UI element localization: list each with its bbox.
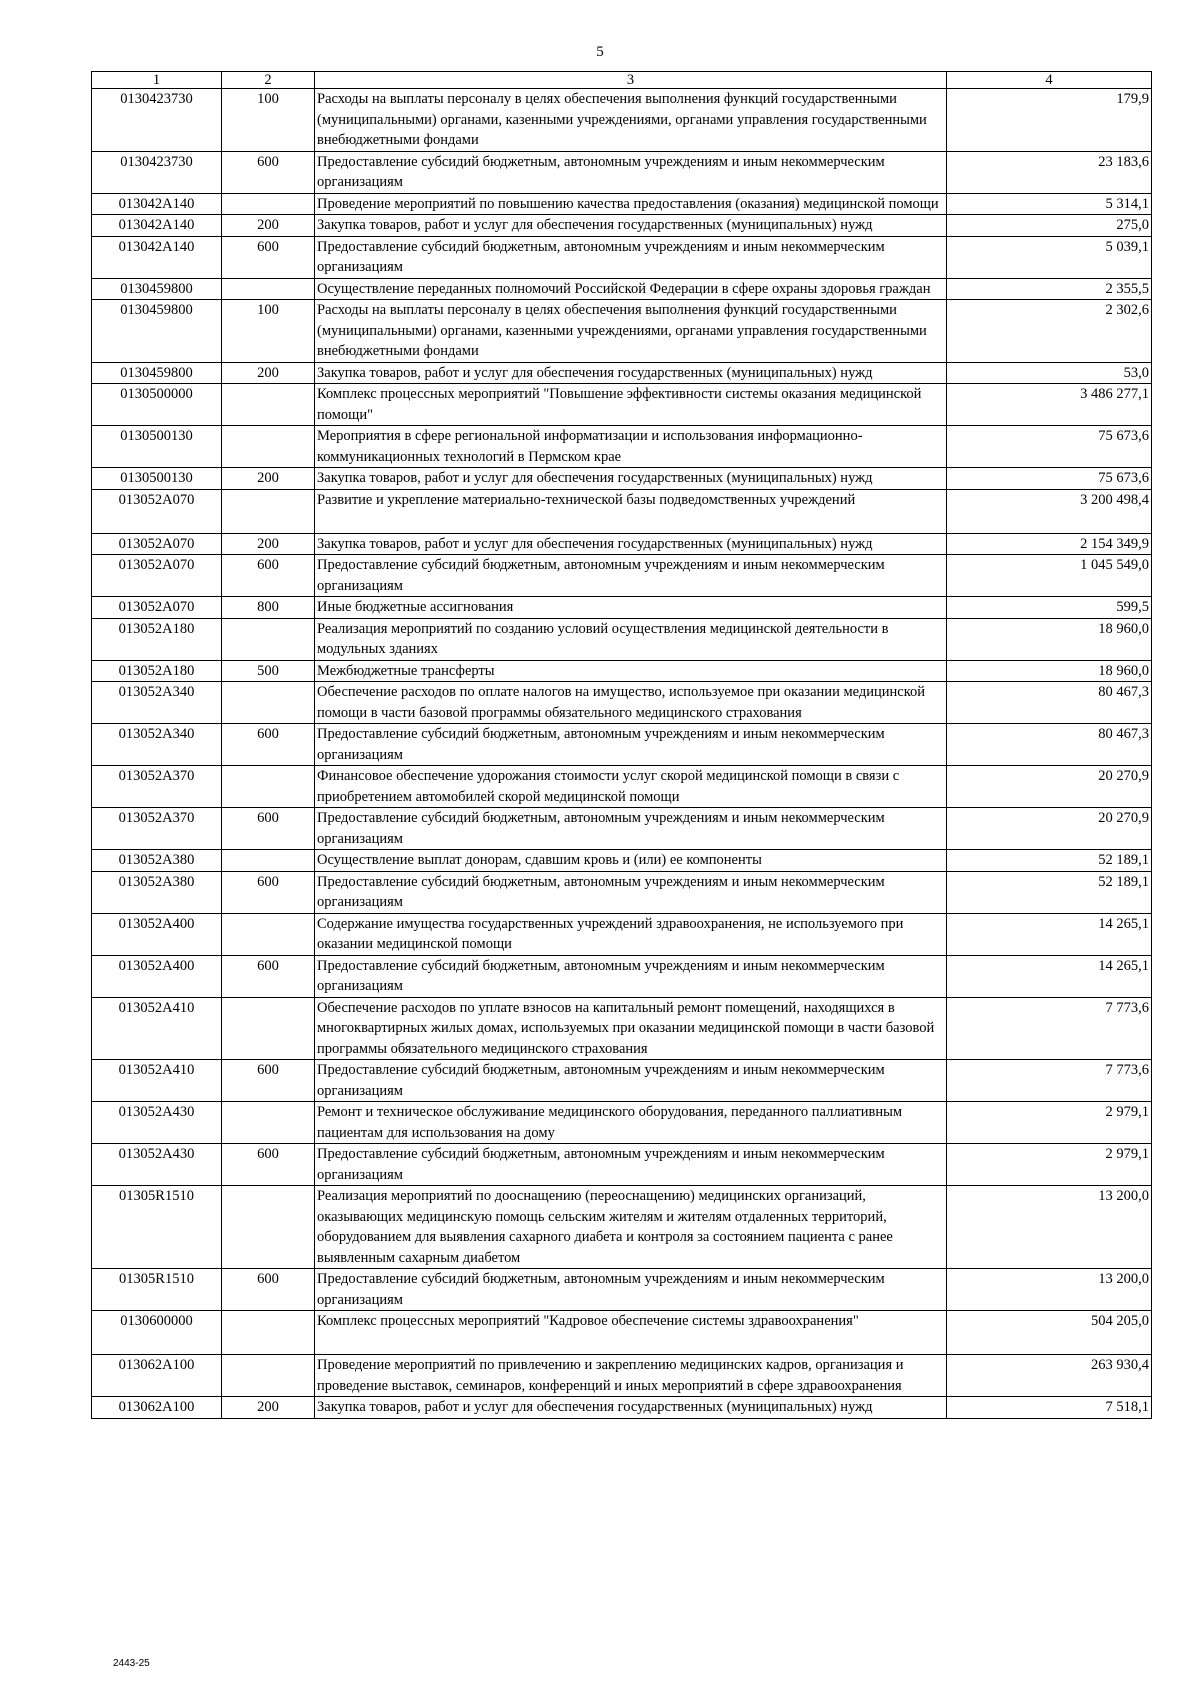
row-name-cell: Комплекс процессных мероприятий "Кадровое обеспечение системы здравоохранения" xyxy=(315,1311,947,1355)
row-amount-cell: 3 486 277,1 xyxy=(947,384,1152,426)
row-amount-cell: 14 265,1 xyxy=(947,955,1152,997)
row-expense-type-cell xyxy=(222,997,315,1060)
row-amount-cell: 2 154 349,9 xyxy=(947,533,1152,555)
table-row xyxy=(92,384,1152,426)
table-row xyxy=(92,151,1152,193)
row-code-cell: 0130459800 xyxy=(92,300,222,363)
row-expense-type-cell xyxy=(222,1311,315,1355)
row-name-cell: Закупка товаров, работ и услуг для обеспечения государственных (муниципальных) нужд xyxy=(315,468,947,490)
table-row xyxy=(92,660,1152,682)
row-expense-type-cell: 200 xyxy=(222,215,315,237)
row-amount-cell: 275,0 xyxy=(947,215,1152,237)
row-code-cell: 013052А380 xyxy=(92,850,222,872)
row-name-cell: Предоставление субсидий бюджетным, автономным учреждениям и иным некоммерческим организациям xyxy=(315,808,947,850)
row-code-cell: 0130423730 xyxy=(92,151,222,193)
row-code-cell: 013052А400 xyxy=(92,913,222,955)
row-name-cell: Иные бюджетные ассигнования xyxy=(315,597,947,619)
row-amount-cell: 263 930,4 xyxy=(947,1355,1152,1397)
row-expense-type-cell: 600 xyxy=(222,151,315,193)
row-name-cell: Проведение мероприятий по привлечению и закреплению медицинских кадров, организация и проведение выставок, семинаров, конференций и иных мероприятий в сфере здравоохранения xyxy=(315,1355,947,1397)
table-row xyxy=(92,1186,1152,1269)
row-code-cell: 013052А380 xyxy=(92,871,222,913)
row-code-cell: 0130500000 xyxy=(92,384,222,426)
header-row xyxy=(92,72,1152,89)
row-expense-type-cell: 800 xyxy=(222,597,315,619)
row-expense-type-cell: 600 xyxy=(222,1144,315,1186)
row-amount-cell: 7 773,6 xyxy=(947,997,1152,1060)
row-expense-type-cell: 600 xyxy=(222,555,315,597)
page-number: 5 xyxy=(596,44,604,60)
row-expense-type-cell xyxy=(222,682,315,724)
row-expense-type-cell: 500 xyxy=(222,660,315,682)
row-name-cell: Предоставление субсидий бюджетным, автономным учреждениям и иным некоммерческим организациям xyxy=(315,1269,947,1311)
row-code-cell: 0130500130 xyxy=(92,426,222,468)
row-expense-type-cell xyxy=(222,426,315,468)
row-amount-cell: 3 200 498,4 xyxy=(947,489,1152,533)
table-row xyxy=(92,913,1152,955)
row-name-cell: Закупка товаров, работ и услуг для обеспечения государственных (муниципальных) нужд xyxy=(315,362,947,384)
row-expense-type-cell: 100 xyxy=(222,300,315,363)
row-expense-type-cell: 200 xyxy=(222,1397,315,1419)
table-row xyxy=(92,89,1152,152)
row-expense-type-cell: 600 xyxy=(222,724,315,766)
table-row xyxy=(92,300,1152,363)
table-row xyxy=(92,1397,1152,1419)
row-expense-type-cell xyxy=(222,766,315,808)
row-expense-type-cell: 600 xyxy=(222,236,315,278)
row-amount-cell: 2 979,1 xyxy=(947,1102,1152,1144)
row-amount-cell: 80 467,3 xyxy=(947,724,1152,766)
row-expense-type-cell xyxy=(222,193,315,215)
row-amount-cell: 504 205,0 xyxy=(947,1311,1152,1355)
row-amount-cell: 23 183,6 xyxy=(947,151,1152,193)
row-code-cell: 013052А070 xyxy=(92,555,222,597)
row-expense-type-cell xyxy=(222,850,315,872)
row-amount-cell: 20 270,9 xyxy=(947,808,1152,850)
row-amount-cell: 179,9 xyxy=(947,89,1152,152)
row-code-cell: 013052А410 xyxy=(92,997,222,1060)
row-name-cell: Реализация мероприятий по созданию условий осуществления медицинской деятельности в модульных зданиях xyxy=(315,618,947,660)
row-name-cell: Закупка товаров, работ и услуг для обеспечения государственных (муниципальных) нужд xyxy=(315,215,947,237)
row-name-cell: Межбюджетные трансферты xyxy=(315,660,947,682)
row-code-cell: 0130459800 xyxy=(92,362,222,384)
row-amount-cell: 2 355,5 xyxy=(947,278,1152,300)
table-row xyxy=(92,278,1152,300)
row-expense-type-cell xyxy=(222,1186,315,1269)
row-name-cell: Содержание имущества государственных учреждений здравоохранения, не используемого при оказании медицинской помощи xyxy=(315,913,947,955)
row-amount-cell: 5 314,1 xyxy=(947,193,1152,215)
row-name-cell: Осуществление выплат донорам, сдавшим кровь и (или) ее компоненты xyxy=(315,850,947,872)
row-code-cell: 0130459800 xyxy=(92,278,222,300)
row-code-cell: 013052А340 xyxy=(92,682,222,724)
table-row xyxy=(92,193,1152,215)
row-expense-type-cell: 200 xyxy=(222,468,315,490)
row-amount-cell: 1 045 549,0 xyxy=(947,555,1152,597)
row-name-cell: Расходы на выплаты персоналу в целях обеспечения выполнения функций государственными (муниципальными) органами, казенными учреждениями, органами управления государственными внебюджетными фондами xyxy=(315,300,947,363)
row-code-cell: 013052А430 xyxy=(92,1144,222,1186)
table-row xyxy=(92,426,1152,468)
row-expense-type-cell: 600 xyxy=(222,871,315,913)
row-code-cell: 013042А140 xyxy=(92,193,222,215)
row-name-cell: Предоставление субсидий бюджетным, автономным учреждениям и иным некоммерческим организациям xyxy=(315,236,947,278)
row-name-cell: Проведение мероприятий по повышению качества предоставления (оказания) медицинской помощи xyxy=(315,193,947,215)
row-name-cell: Комплекс процессных мероприятий "Повышение эффективности системы оказания медицинской помощи" xyxy=(315,384,947,426)
row-code-cell: 013052А430 xyxy=(92,1102,222,1144)
header-col-1: 1 xyxy=(92,72,222,89)
table-row xyxy=(92,1311,1152,1355)
row-amount-cell: 18 960,0 xyxy=(947,618,1152,660)
budget-table xyxy=(91,71,1152,1419)
row-amount-cell: 53,0 xyxy=(947,362,1152,384)
row-name-cell: Финансовое обеспечение удорожания стоимости услуг скорой медицинской помощи в связи с приобретением автомобилей скорой медицинской помощи xyxy=(315,766,947,808)
row-name-cell: Предоставление субсидий бюджетным, автономным учреждениям и иным некоммерческим организациям xyxy=(315,955,947,997)
row-expense-type-cell xyxy=(222,1355,315,1397)
row-expense-type-cell xyxy=(222,913,315,955)
row-amount-cell: 7 518,1 xyxy=(947,1397,1152,1419)
row-code-cell: 013052А070 xyxy=(92,533,222,555)
table-row xyxy=(92,236,1152,278)
table-row xyxy=(92,997,1152,1060)
row-amount-cell: 20 270,9 xyxy=(947,766,1152,808)
table-header xyxy=(92,72,1152,89)
header-col-2: 2 xyxy=(222,72,315,89)
table-row xyxy=(92,955,1152,997)
row-expense-type-cell: 600 xyxy=(222,808,315,850)
header-col-3: 3 xyxy=(315,72,947,89)
row-code-cell: 013052А070 xyxy=(92,597,222,619)
row-amount-cell: 2 302,6 xyxy=(947,300,1152,363)
row-name-cell: Развитие и укрепление материально-технической базы подведомственных учреждений xyxy=(315,489,947,533)
table-row xyxy=(92,215,1152,237)
row-name-cell: Реализация мероприятий по дооснащению (переоснащению) медицинских организаций, оказывающих медицинскую помощь сельским жителям и жителям отдаленных территорий, оборудованием для выявления сахарного диабета и контроля за состоянием пациента с ранее выявленным сахарным диабетом xyxy=(315,1186,947,1269)
table-row xyxy=(92,489,1152,533)
table-row xyxy=(92,533,1152,555)
row-code-cell: 0130423730 xyxy=(92,89,222,152)
table-row xyxy=(92,682,1152,724)
row-name-cell: Мероприятия в сфере региональной информатизации и использования информационно-коммуникационных технологий в Пермском крае xyxy=(315,426,947,468)
row-amount-cell: 5 039,1 xyxy=(947,236,1152,278)
table-row xyxy=(92,618,1152,660)
row-code-cell: 01305R1510 xyxy=(92,1186,222,1269)
row-name-cell: Закупка товаров, работ и услуг для обеспечения государственных (муниципальных) нужд xyxy=(315,1397,947,1419)
row-code-cell: 013052А180 xyxy=(92,618,222,660)
row-amount-cell: 75 673,6 xyxy=(947,426,1152,468)
table-row xyxy=(92,1144,1152,1186)
document-code: 2443-25 xyxy=(113,1658,150,1669)
row-amount-cell: 14 265,1 xyxy=(947,913,1152,955)
row-code-cell: 013052А180 xyxy=(92,660,222,682)
row-code-cell: 013062А100 xyxy=(92,1397,222,1419)
table-row xyxy=(92,808,1152,850)
row-amount-cell: 75 673,6 xyxy=(947,468,1152,490)
row-code-cell: 013052А370 xyxy=(92,766,222,808)
row-expense-type-cell: 600 xyxy=(222,955,315,997)
table-row xyxy=(92,468,1152,490)
row-amount-cell: 13 200,0 xyxy=(947,1269,1152,1311)
table-row xyxy=(92,1102,1152,1144)
row-expense-type-cell xyxy=(222,384,315,426)
row-name-cell: Обеспечение расходов по уплате взносов на капитальный ремонт помещений, находящихся в многоквартирных жилых домах, используемых при оказании медицинской помощи в части базовой программы обязательного медицинского страхования xyxy=(315,997,947,1060)
row-name-cell: Предоставление субсидий бюджетным, автономным учреждениям и иным некоммерческим организациям xyxy=(315,724,947,766)
row-name-cell: Закупка товаров, работ и услуг для обеспечения государственных (муниципальных) нужд xyxy=(315,533,947,555)
table-row xyxy=(92,850,1152,872)
row-code-cell: 0130500130 xyxy=(92,468,222,490)
row-code-cell: 0130600000 xyxy=(92,1311,222,1355)
row-name-cell: Предоставление субсидий бюджетным, автономным учреждениям и иным некоммерческим организациям xyxy=(315,1060,947,1102)
row-code-cell: 013062А100 xyxy=(92,1355,222,1397)
row-amount-cell: 599,5 xyxy=(947,597,1152,619)
row-expense-type-cell: 200 xyxy=(222,533,315,555)
row-code-cell: 013052А340 xyxy=(92,724,222,766)
table-row xyxy=(92,1355,1152,1397)
row-name-cell: Обеспечение расходов по оплате налогов на имущество, используемое при оказании медицинской помощи в части базовой программы обязательного медицинского страхования xyxy=(315,682,947,724)
row-name-cell: Расходы на выплаты персоналу в целях обеспечения выполнения функций государственными (муниципальными) органами, казенными учреждениями, органами управления государственными внебюджетными фондами xyxy=(315,89,947,152)
row-amount-cell: 80 467,3 xyxy=(947,682,1152,724)
table-row xyxy=(92,766,1152,808)
row-expense-type-cell xyxy=(222,278,315,300)
row-code-cell: 013042А140 xyxy=(92,236,222,278)
row-amount-cell: 7 773,6 xyxy=(947,1060,1152,1102)
row-name-cell: Предоставление субсидий бюджетным, автономным учреждениям и иным некоммерческим организациям xyxy=(315,871,947,913)
row-name-cell: Ремонт и техническое обслуживание медицинского оборудования, переданного паллиативным пациентам для использования на дому xyxy=(315,1102,947,1144)
table-row xyxy=(92,1060,1152,1102)
row-expense-type-cell: 600 xyxy=(222,1269,315,1311)
row-expense-type-cell xyxy=(222,618,315,660)
table-row xyxy=(92,871,1152,913)
row-expense-type-cell: 600 xyxy=(222,1060,315,1102)
row-expense-type-cell: 100 xyxy=(222,89,315,152)
header-col-4: 4 xyxy=(947,72,1152,89)
row-expense-type-cell: 200 xyxy=(222,362,315,384)
row-amount-cell: 52 189,1 xyxy=(947,871,1152,913)
row-amount-cell: 2 979,1 xyxy=(947,1144,1152,1186)
row-name-cell: Предоставление субсидий бюджетным, автономным учреждениям и иным некоммерческим организациям xyxy=(315,151,947,193)
row-name-cell: Осуществление переданных полномочий Российской Федерации в сфере охраны здоровья граждан xyxy=(315,278,947,300)
row-name-cell: Предоставление субсидий бюджетным, автономным учреждениям и иным некоммерческим организациям xyxy=(315,555,947,597)
row-expense-type-cell xyxy=(222,1102,315,1144)
table-body xyxy=(92,89,1152,1419)
table-row xyxy=(92,362,1152,384)
row-code-cell: 013052А070 xyxy=(92,489,222,533)
row-amount-cell: 13 200,0 xyxy=(947,1186,1152,1269)
row-code-cell: 013042А140 xyxy=(92,215,222,237)
row-code-cell: 01305R1510 xyxy=(92,1269,222,1311)
table-row xyxy=(92,555,1152,597)
row-code-cell: 013052А410 xyxy=(92,1060,222,1102)
table-row xyxy=(92,1269,1152,1311)
row-amount-cell: 18 960,0 xyxy=(947,660,1152,682)
table-row xyxy=(92,724,1152,766)
row-expense-type-cell xyxy=(222,489,315,533)
table-row xyxy=(92,597,1152,619)
row-amount-cell: 52 189,1 xyxy=(947,850,1152,872)
row-name-cell: Предоставление субсидий бюджетным, автономным учреждениям и иным некоммерческим организациям xyxy=(315,1144,947,1186)
row-code-cell: 013052А370 xyxy=(92,808,222,850)
row-code-cell: 013052А400 xyxy=(92,955,222,997)
